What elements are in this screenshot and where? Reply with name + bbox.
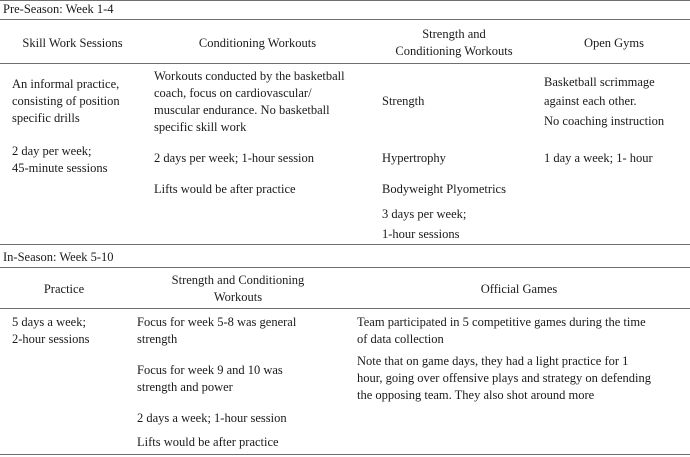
skill-desc-line: An informal practice,: [12, 77, 120, 91]
practice-line: 5 days a week;: [12, 315, 86, 329]
practice-line: 2-hour sessions: [12, 332, 90, 346]
skill-desc-line: specific drills: [12, 111, 80, 125]
open-gyms-schedule: 1 day a week; 1- hour: [544, 151, 653, 165]
header-conditioning-workouts: Conditioning Workouts: [198, 36, 317, 50]
conditioning-schedule: 2 days per week; 1-hour session: [154, 151, 315, 165]
rule-in-header: [0, 308, 690, 309]
header-official-games: Official Games: [480, 282, 558, 296]
pre-season-title: Pre-Season: Week 1-4: [3, 2, 114, 16]
rule-pre-header: [0, 63, 690, 64]
strength-focus-line: Focus for week 5-8 was general: [137, 315, 297, 329]
conditioning-desc-line: coach, focus on cardiovascular/: [154, 86, 312, 100]
header-strength-conditioning-l1: Strength and: [422, 27, 486, 41]
strength-phase-item: Hypertrophy: [382, 151, 446, 165]
strength-focus-line: Focus for week 9 and 10 was: [137, 363, 283, 377]
open-gyms-desc-line: against each other.: [544, 94, 637, 108]
in-season-strength-schedule: 2 days a week; 1-hour session: [137, 411, 287, 425]
conditioning-desc-line: muscular endurance. No basketball: [154, 103, 330, 117]
conditioning-desc-line: specific skill work: [154, 120, 247, 134]
games-note-line: hour, going over offensive plays and strategy on defending: [357, 371, 651, 385]
open-gyms-desc-line: Basketball scrimmage: [544, 75, 655, 89]
games-line: Team participated in 5 competitive games during the time: [357, 315, 646, 329]
in-season-title: In-Season: Week 5-10: [3, 250, 114, 264]
strength-phase-item: Bodyweight Plyometrics: [382, 182, 506, 196]
strength-schedule-line: 3 days per week;: [382, 207, 467, 221]
header-practice: Practice: [43, 282, 85, 296]
games-note-line: the opposing team. They also shot around more: [357, 388, 595, 402]
rule-pre-end: [0, 244, 690, 245]
rule-pre-title: [0, 19, 690, 20]
rule-in-title: [0, 267, 690, 268]
games-note-line: Note that on game days, they had a light practice for 1: [357, 354, 629, 368]
strength-phase-item: Strength: [382, 94, 425, 108]
header-strength-conditioning-l1: Strength and Conditioning: [171, 273, 305, 287]
in-season-strength-note: Lifts would be after practice: [137, 435, 279, 449]
conditioning-desc-line: Workouts conducted by the basketball: [154, 69, 345, 83]
open-gyms-desc-line: No coaching instruction: [544, 114, 665, 128]
header-open-gyms: Open Gyms: [583, 36, 645, 50]
games-line: of data collection: [357, 332, 444, 346]
skill-desc-line: consisting of position: [12, 94, 120, 108]
skill-schedule-line: 2 day per week;: [12, 144, 92, 158]
strength-focus-line: strength: [137, 332, 178, 346]
rule-bottom: [0, 454, 690, 455]
header-skill-work-sessions: Skill Work Sessions: [22, 36, 123, 50]
strength-schedule-line: 1-hour sessions: [382, 227, 460, 241]
header-strength-conditioning-l2: Workouts: [213, 290, 263, 304]
conditioning-note: Lifts would be after practice: [154, 182, 296, 196]
header-strength-conditioning-l2: Conditioning Workouts: [395, 44, 513, 58]
skill-schedule-line: 45-minute sessions: [12, 161, 108, 175]
strength-focus-line: strength and power: [137, 380, 233, 394]
